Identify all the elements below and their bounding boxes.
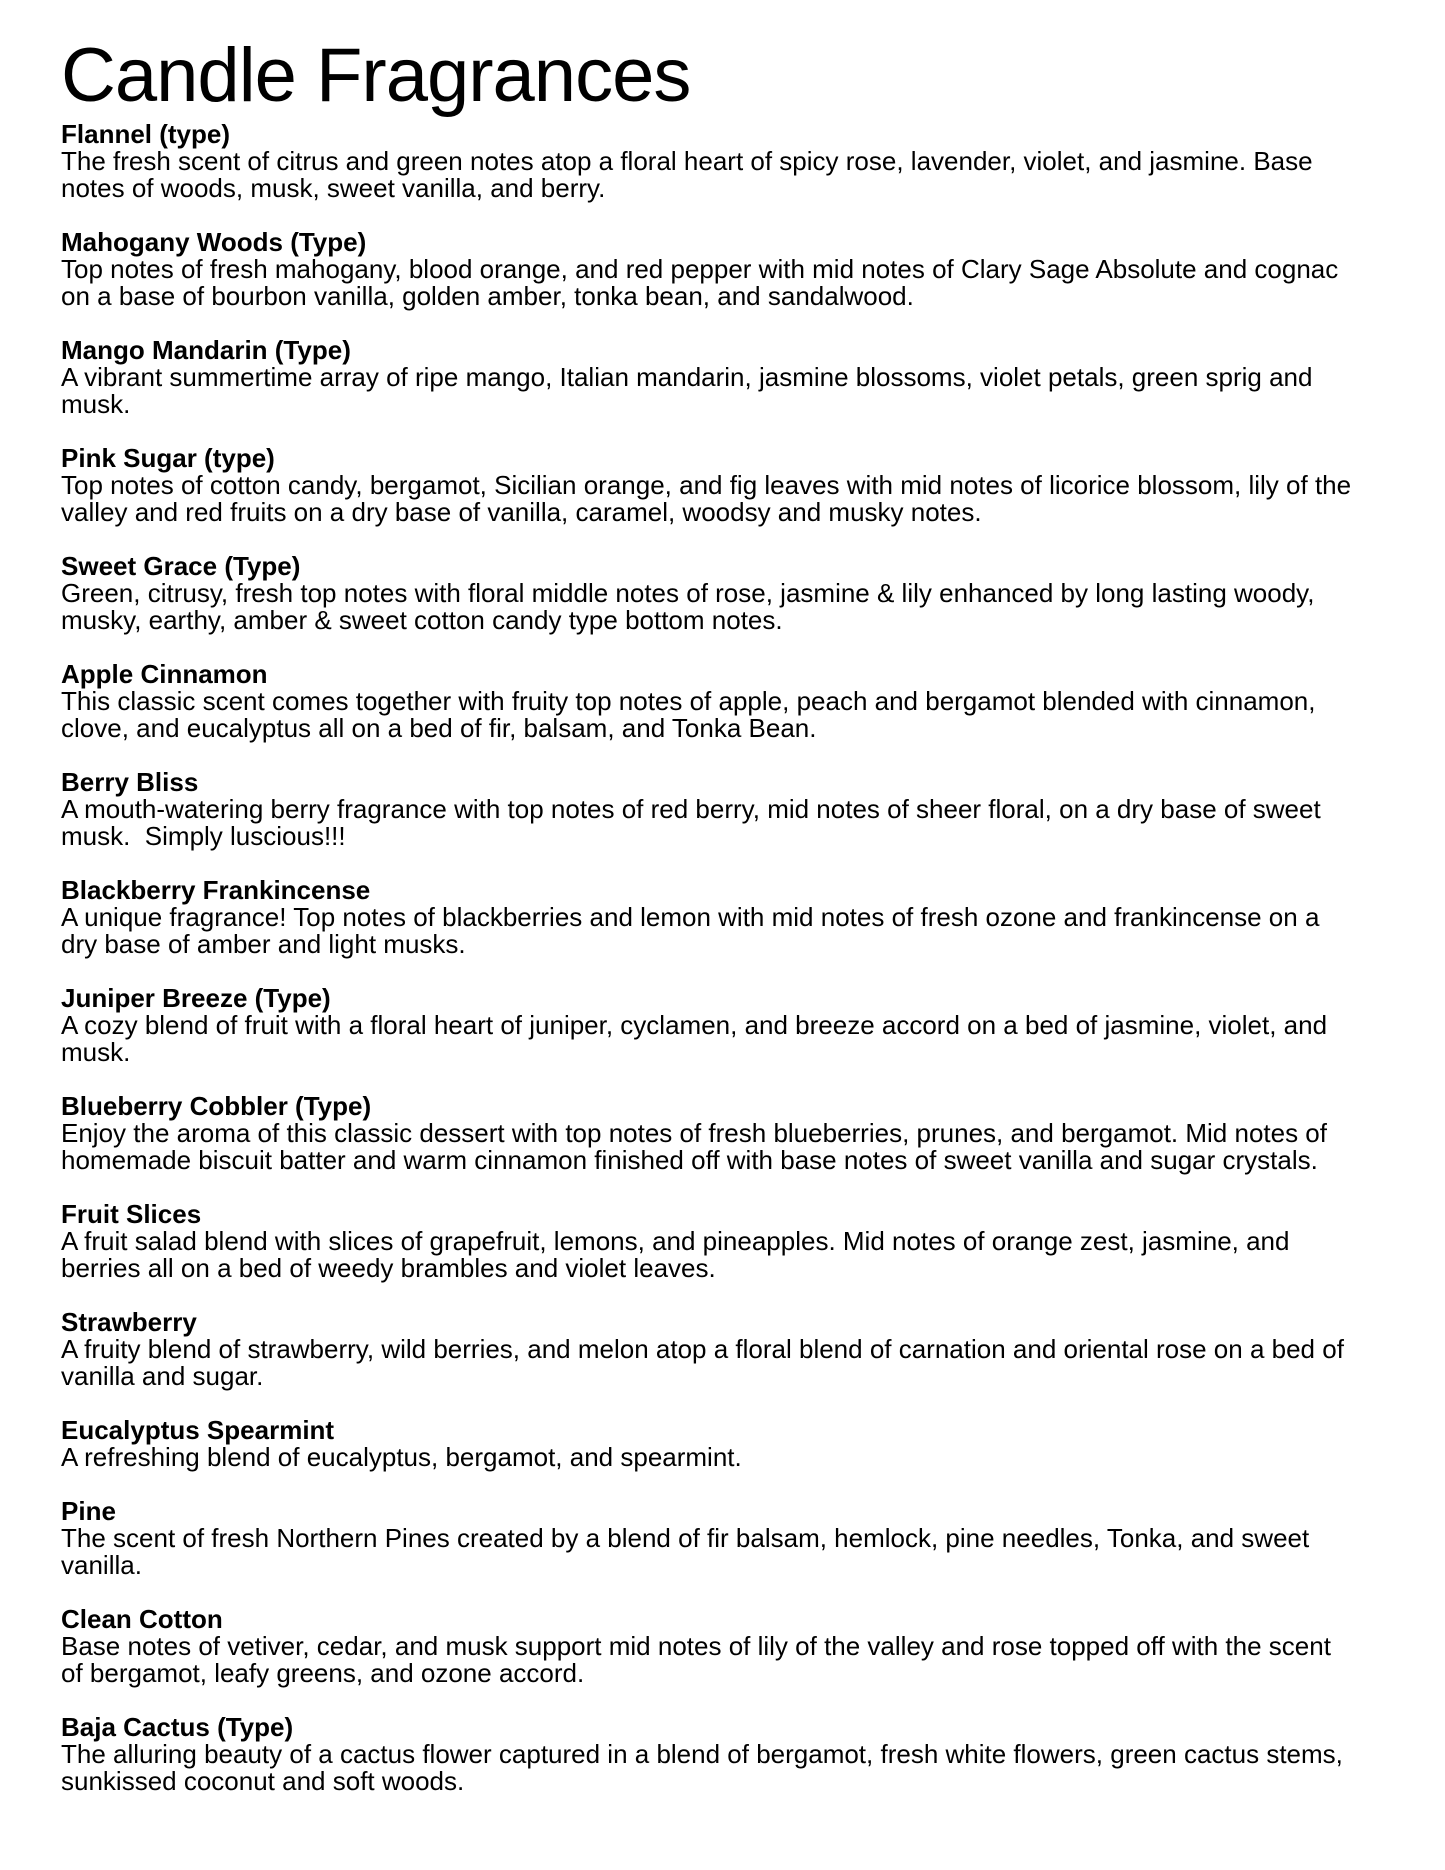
page-title: Candle Fragrances: [61, 33, 691, 118]
fragrance-description: This classic scent comes together with fruity top notes of apple, peach and bergamot blended with cinnamon, clove, and eucalyptus all on a bed of fir, balsam, and Tonka Bean.: [61, 686, 1323, 743]
fragrance-name: Baja Cactus (Type): [61, 1712, 294, 1742]
fragrance-name: Eucalyptus Spearmint: [61, 1415, 335, 1445]
fragrance-description: A cozy blend of fruit with a floral heart of juniper, cyclamen, and breeze accord on a bed of jasmine, violet, and musk.: [61, 1010, 1335, 1067]
fragrance-entry: [61, 1498, 1353, 1579]
fragrance-name: Clean Cotton: [61, 1604, 223, 1634]
fragrance-description: Top notes of cotton candy, bergamot, Sicilian orange, and fig leaves with mid notes of licorice blossom, lily of the valley and red fruits on a dry base of vanilla, caramel, woodsy and musky notes.: [61, 470, 1359, 527]
fragrance-name: Mango Mandarin (Type): [61, 335, 351, 365]
fragrance-description: Base notes of vetiver, cedar, and musk support mid notes of lily of the valley and rose topped off with the scent of bergamot, leafy greens, and ozone accord.: [61, 1631, 1339, 1688]
fragrance-name: Mahogany Woods (Type): [61, 227, 367, 257]
fragrance-description: The fresh scent of citrus and green notes atop a floral heart of spicy rose, lavender, violet, and jasmine. Base notes of woods, musk, sweet vanilla, and berry.: [61, 146, 1320, 203]
fragrance-description: A refreshing blend of eucalyptus, bergamot, and spearmint.: [61, 1442, 742, 1472]
fragrance-entry: [61, 1309, 1353, 1390]
fragrance-name: Apple Cinnamon: [61, 659, 268, 689]
fragrance-name: Sweet Grace (Type): [61, 551, 301, 581]
fragrance-entry: [61, 1714, 1353, 1795]
fragrance-list: [61, 119, 1359, 1796]
fragrance-description: A fruity blend of strawberry, wild berries, and melon atop a floral blend of carnation and oriental rose on a bed of vanilla and sugar.: [61, 1334, 1352, 1391]
fragrance-entry: [61, 443, 1359, 527]
fragrance-entry: [61, 877, 1353, 958]
fragrance-entry: [61, 1417, 1353, 1471]
fragrance-entry: [61, 1606, 1353, 1687]
fragrance-description: A vibrant summertime array of ripe mango, Italian mandarin, jasmine blossoms, violet petals, green sprig and musk.: [61, 362, 1320, 419]
fragrance-description: A fruit salad blend with slices of grapefruit, lemons, and pineapples. Mid notes of orange zest, jasmine, and berries all on a bed of weedy brambles and violet leaves.: [61, 1226, 1297, 1283]
fragrance-entry: [61, 661, 1353, 742]
fragrance-entry: [61, 985, 1353, 1066]
fragrance-description: A mouth-watering berry fragrance with top notes of red berry, mid notes of sheer floral, on a dry base of sweet musk. Simply luscious!!!: [61, 794, 1328, 851]
fragrance-description: The scent of fresh Northern Pines created by a blend of fir balsam, hemlock, pine needles, Tonka, and sweet vanilla.: [61, 1523, 1317, 1580]
fragrance-entry: [61, 1201, 1353, 1282]
fragrance-name: Pink Sugar (type): [61, 443, 275, 473]
fragrance-description: Top notes of fresh mahogany, blood orange, and red pepper with mid notes of Clary Sage Absolute and cognac on a base of bourbon vanilla, golden amber, tonka bean, and sandalwood.: [61, 254, 1346, 311]
fragrance-entry: [61, 769, 1353, 850]
fragrance-entry: [61, 337, 1353, 418]
fragrance-description: A unique fragrance! Top notes of blackberries and lemon with mid notes of fresh ozone and frankincense on a dry base of amber and light musks.: [61, 902, 1327, 959]
fragrance-entry: [61, 121, 1353, 202]
fragrance-description: The alluring beauty of a cactus flower captured in a blend of bergamot, fresh white flowers, green cactus stems, sunkissed coconut and soft woods.: [61, 1739, 1351, 1796]
fragrance-entry: [61, 1093, 1353, 1174]
fragrance-name: Fruit Slices: [61, 1199, 202, 1229]
fragrance-name: Pine: [61, 1496, 116, 1526]
fragrance-name: Blackberry Frankincense: [61, 875, 371, 905]
fragrance-description: Green, citrusy, fresh top notes with floral middle notes of rose, jasmine & lily enhanced by long lasting woody, musky, earthy, amber & sweet cotton candy type bottom notes.: [61, 578, 1322, 635]
fragrance-description: Enjoy the aroma of this classic dessert with top notes of fresh blueberries, prunes, and bergamot. Mid notes of homemade biscuit batter and warm cinnamon finished off with base notes of sweet vanilla and sugar crystals.: [61, 1118, 1335, 1175]
fragrance-name: Berry Bliss: [61, 767, 199, 797]
fragrance-entry: [61, 553, 1353, 634]
fragrance-name: Flannel (type): [61, 119, 231, 149]
fragrance-name: Strawberry: [61, 1307, 197, 1337]
fragrance-name: Juniper Breeze (Type): [61, 983, 331, 1013]
fragrance-entry: [61, 229, 1353, 310]
fragrance-name: Blueberry Cobbler (Type): [61, 1091, 372, 1121]
